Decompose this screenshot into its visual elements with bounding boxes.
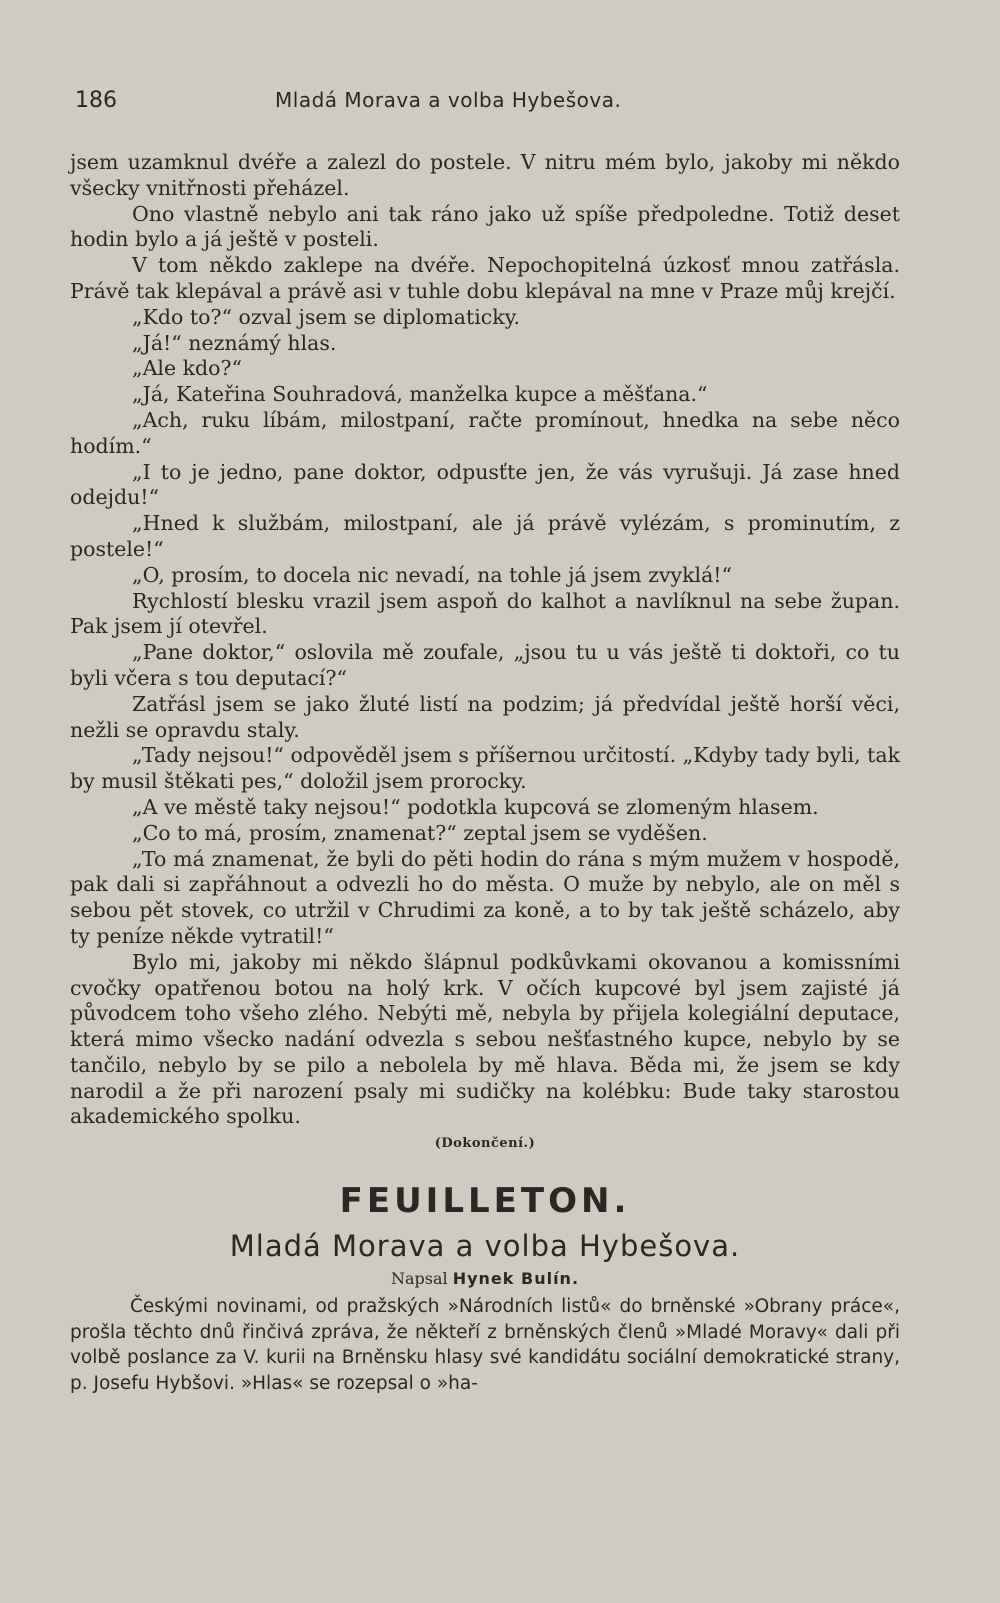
running-head bbox=[70, 88, 900, 128]
story-paragraph: „Pane doktor,“ oslovila mě zoufale, „jsou tu u vás ještě ti doktoři, co tu byli včera s tou deputací?“ bbox=[70, 640, 900, 690]
article-title: Mladá Morava a volba Hybešova. bbox=[229, 1229, 741, 1264]
running-title: Mladá Morava a volba Hybešova. bbox=[275, 88, 622, 112]
story-paragraph: „To má znamenat, že byli do pěti hodin do rána s mým mužem v hospodě, pak dali si zapřáhnout a odvezli ho do města. O muže by nebylo, ale on měl s sebou pět stovek, co utržil v Chrudimi za koně, a to by tak ještě scházelo, aby ty peníze někde vytratil!“ bbox=[70, 846, 900, 948]
author-name: Hynek Bulín. bbox=[452, 1269, 580, 1289]
byline-prefix: Napsal bbox=[390, 1269, 448, 1289]
story-paragraph: „Já!“ neznámý hlas. bbox=[132, 330, 337, 355]
article-paragraph: Českými novinami, od pražských »Národních listů« do brněnské »Obrany práce«, prošla těchto dnů řinčivá zpráva, že někteří z brněnských členů »Mladé Moravy« dali při volbě poslance za V. kurii na Brněnsku hlasy své kandidátu sociální demokratické strany, p. Josefu Hybšovi. »Hlas« se rozepsal o »ha- bbox=[70, 1296, 900, 1394]
story-paragraph: Zatřásl jsem se jako žluté listí na podzim; já předvídal ještě horší věci, nežli se opravdu staly. bbox=[70, 691, 900, 742]
story-paragraph: „I to je jedno, pane doktor, odpusťte jen, že vás vyrušuji. Já zase hned odejdu!“ bbox=[70, 459, 900, 510]
story-paragraph: „Tady nejsou!“ odpověděl jsem s příšernou určitostí. „Kdyby tady byli, tak by musil štěkati pes,“ doložil jsem prorocky. bbox=[70, 743, 900, 794]
story-paragraph: „Ale kdo?“ bbox=[132, 356, 242, 381]
story-text bbox=[70, 150, 900, 1151]
story-paragraph: „Co to má, prosím, znamenat?“ zeptal jsem se vyděšen. bbox=[132, 820, 708, 845]
story-paragraph: Bylo mi, jakoby mi někdo šlápnul podkůvkami okovanou a komissními cvočky opatřenou botou na holý krk. V očích kupcové byl jsem zajisté já původcem toho všeho zlého. Nebýti mě, nebyla by přijela kolegiální deputace, která mimo všecko nadání odvezla s sebou nešťastného kupce, nebylo by se tančilo, nebylo by se pilo a nebolela by mě hlava. Běda mi, že jsem se kdy narodil a že při narození psaly mi sudičky na kolébku: Bude taky starostou akademického spolku. bbox=[70, 949, 900, 1129]
story-paragraph: „Ach, ruku líbám, milostpaní, račte promínout, hnedka na sebe něco hodím.“ bbox=[70, 407, 900, 458]
story-paragraph: „O, prosím, to docela nic nevadí, na tohle já jsem zvyklá!“ bbox=[132, 562, 733, 587]
page-number: 186 bbox=[75, 88, 117, 113]
byline bbox=[70, 1269, 900, 1288]
story-paragraph: Ono vlastně nebylo ani tak ráno jako už spíše předpoledne. Totiž deset hodin bylo a já ještě v posteli. bbox=[70, 201, 900, 252]
story-paragraph: „Kdo to?“ ozval jsem se diplomaticky. bbox=[132, 304, 521, 329]
story-paragraph: jsem uzamknul dvéře a zalezl do postele. V nitru mém bylo, jakoby mi někdo všecky vnitřnosti přeházel. bbox=[70, 150, 900, 200]
story-paragraph: „A ve městě taky nejsou!“ podotkla kupcová se zlomeným hlasem. bbox=[132, 794, 819, 819]
section-heading: FEUILLETON. bbox=[339, 1181, 631, 1222]
story-paragraph: Rychlostí blesku vrazil jsem aspoň do kalhot a navlíknul na sebe župan. Pak jsem jí otevřel. bbox=[70, 588, 900, 639]
end-note: (Dokončení.) bbox=[434, 1136, 536, 1152]
story-paragraph: „Já, Kateřina Souhradová, manželka kupce a měšťana.“ bbox=[132, 382, 708, 407]
article-text bbox=[70, 1294, 900, 1396]
story-paragraph: „Hned k službám, milostpaní, ale já právě vylézám, s prominutím, z postele!“ bbox=[70, 511, 900, 561]
story-paragraph: V tom někdo zaklepe na dvéře. Nepochopitelná úzkosť mnou zatřásla. Právě tak klepával a právě asi v tuhle dobu klepával na mne v Praze můj krejčí. bbox=[70, 253, 900, 303]
